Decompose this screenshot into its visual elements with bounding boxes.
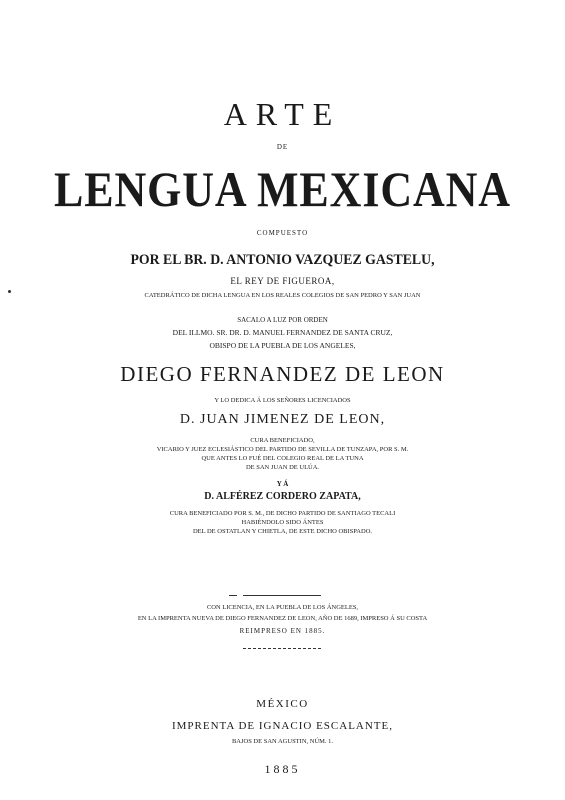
speck-mark — [8, 290, 11, 293]
divider-rule — [243, 595, 321, 596]
compuesto-label: COMPUESTO — [256, 229, 309, 237]
dedicatee-1-line-3: QUE ANTES LO FUÉ DEL COLEGIO REAL DE LA TUNA — [201, 455, 364, 462]
printer-address: BAJOS DE SAN AGUSTIN, NÚM. 1. — [231, 738, 334, 745]
dedicatee-1-line-1: CURA BENEFICIADO, — [250, 437, 315, 444]
city: MÉXICO — [256, 698, 309, 710]
dedicatee-2-line-3: DEL DE OSTATLAN Y CHIETLA, DE ESTE DICHO OBISPADO. — [192, 528, 373, 535]
author-line: POR EL BR. D. ANTONIO VAZQUEZ GASTELU, — [130, 252, 435, 268]
author-position: CATEDRÁTICO DE DICHA LENGUA EN LOS REALES COLEGIOS DE SAN PEDRO Y SAN JUAN — [144, 292, 421, 299]
sacalo-line: SACALO A LUZ POR ORDEN — [237, 316, 328, 324]
title-del: DE — [276, 143, 289, 151]
publication-year: 1885 — [264, 762, 301, 776]
dedica-line: Y LO DEDICA Á LOS SEÑORES LICENCIADOS — [214, 397, 351, 404]
conjunction-ya: Y Á — [276, 480, 289, 488]
dedication-line-1: DEL ILLMO. SR. DR. D. MANUEL FERNANDEZ DE SANTA CRUZ, — [172, 328, 393, 337]
printer: IMPRENTA DE IGNACIO ESCALANTE, — [171, 720, 393, 732]
divider-dashed — [243, 648, 321, 649]
imprenta-line: EN LA IMPRENTA NUEVA DE DIEGO FERNANDEZ DE LEON, AÑO DE 1689, IMPRESO Á SU COSTA — [137, 615, 428, 622]
author-subtitle: EL REY DE FIGUEROA, — [230, 276, 335, 286]
dedicatee-1-line-2: VICARIO Y JUEZ ECLESIÁSTICO DEL PARTIDO DE SEVILLA DE TUNZAPA, POR S. M. — [156, 446, 409, 453]
divider-dash-left — [229, 595, 237, 596]
dedicatee-1: D. JUAN JIMENEZ DE LEON, — [179, 412, 386, 427]
license-line: CON LICENCIA, EN LA PUEBLA DE LOS ÁNGELES, — [206, 604, 359, 611]
title-arte: ARTE — [223, 96, 342, 132]
dedicatee-2: D. ALFÉREZ CORDERO ZAPATA, — [204, 491, 361, 502]
dedicatee-1-line-4: DE SAN JUAN DE ULÚA. — [245, 464, 320, 471]
main-title: LENGUA MEXICANA — [54, 161, 511, 217]
reprint-line: REIMPRESO EN 1885. — [239, 627, 326, 635]
dedicatee-2-line-1: CURA BENEFICIADO POR S. M., DE DICHO PARTIDO DE SANTIAGO TECALI — [169, 510, 396, 517]
dedicatee-2-line-2: HABIÉNDOLO SIDO ÁNTES — [241, 519, 324, 526]
dedication-line-2: OBISPO DE LA PUEBLA DE LOS ANGELES, — [209, 341, 356, 350]
publisher-name: DIEGO FERNANDEZ DE LEON — [120, 362, 445, 386]
